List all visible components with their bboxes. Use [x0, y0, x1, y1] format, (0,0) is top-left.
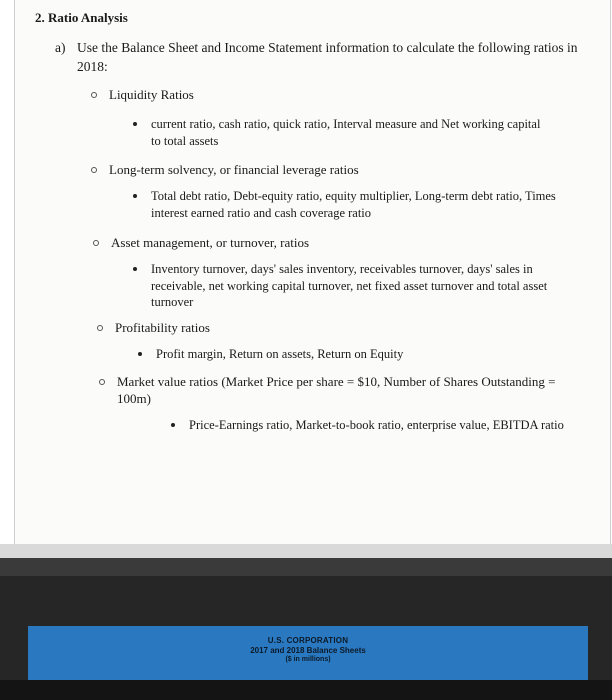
group-title-profitability: Profitability ratios [115, 320, 210, 335]
detail-bullet-icon [133, 194, 137, 198]
group-bullet-icon [99, 379, 105, 385]
detail-bullet-icon [133, 122, 137, 126]
group-detail-solvency: Total debt ratio, Debt-equity ratio, equity multiplier, Long-term debt ratio, Times interest earned ratio and cash coverage ratio [151, 189, 556, 220]
units-label: ($ in millions) [285, 656, 331, 663]
group-bullet-icon [93, 240, 99, 246]
company-name: U.S. CORPORATION [267, 636, 349, 645]
question-text: Use the Balance Sheet and Income Statement information to calculate the following ratios in 2018: [77, 40, 578, 74]
group-title-liquidity: Liquidity Ratios [109, 87, 194, 102]
question-label: a) [55, 40, 66, 55]
document-page [14, 0, 611, 544]
group-bullet-icon [97, 325, 103, 331]
group-bullet-icon [91, 167, 97, 173]
group-detail-asset-management: Inventory turnover, days' sales inventory, receivables turnover, days' sales in receivable, net working capital turnover, net fixed asset turnover and total asset turnover [151, 262, 548, 309]
statement-title: 2017 and 2018 Balance Sheets [250, 646, 366, 655]
group-title-solvency: Long-term solvency, or financial leverage ratios [109, 162, 359, 177]
group-detail-profitability: Profit margin, Return on assets, Return on Equity [156, 347, 404, 361]
divider-band-dark [0, 558, 612, 576]
detail-bullet-icon [138, 352, 142, 356]
bottom-strip [0, 680, 612, 700]
group-title-asset-management: Asset management, or turnover, ratios [111, 235, 310, 250]
balance-sheet-header [28, 626, 588, 680]
group-detail-market-value: Price-Earnings ratio, Market-to-book ratio, enterprise value, EBITDA ratio [189, 418, 564, 432]
section-heading: 2. Ratio Analysis [35, 10, 128, 25]
group-title-market-value: Market value ratios (Market Price per share = $10, Number of Shares Outstanding = 100m) [117, 374, 556, 406]
detail-bullet-icon [171, 423, 175, 427]
group-bullet-icon [91, 92, 97, 98]
divider-band [0, 544, 612, 558]
detail-bullet-icon [133, 267, 137, 271]
group-detail-liquidity: current ratio, cash ratio, quick ratio, Interval measure and Net working capital to total assets [151, 117, 541, 148]
question-a [55, 38, 579, 76]
